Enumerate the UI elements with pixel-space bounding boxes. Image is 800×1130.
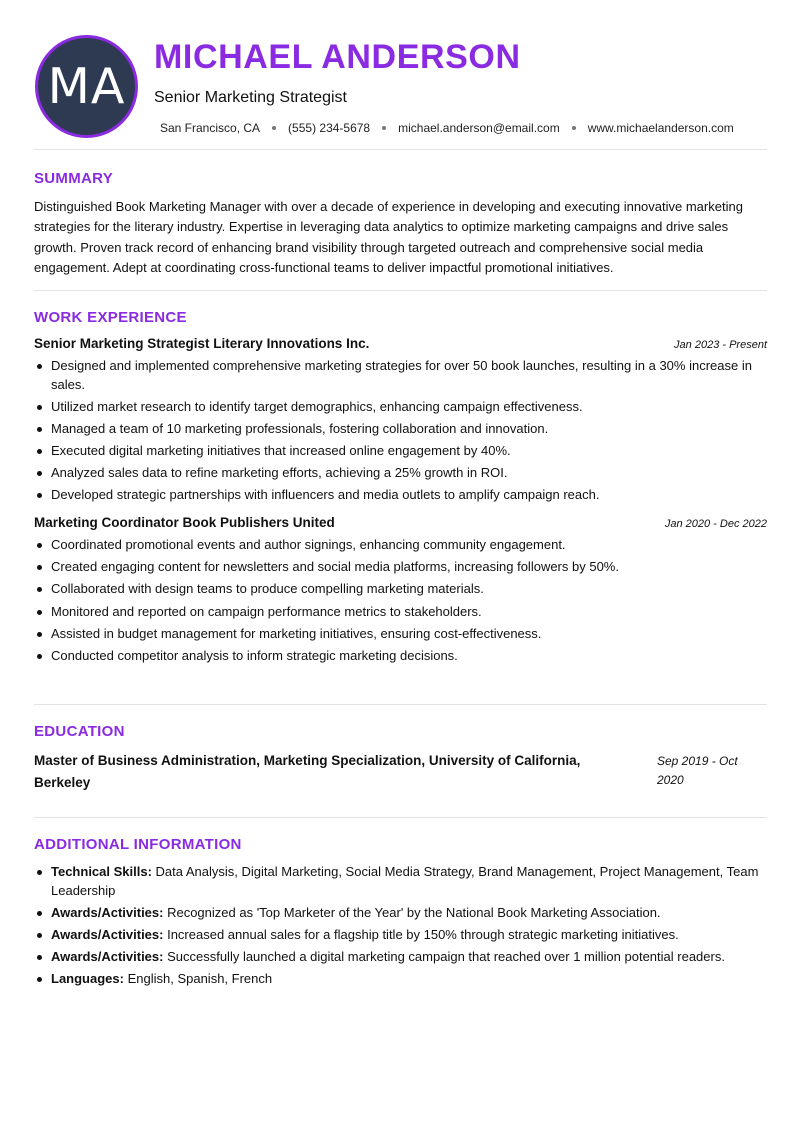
bullet-item: Managed a team of 10 marketing professionals, fostering collaboration and innovation.	[34, 420, 767, 439]
bullet-item: Developed strategic partnerships with influencers and media outlets to amplify campaign reach.	[34, 486, 767, 505]
section-title-summary: SUMMARY	[34, 170, 114, 187]
additional-item	[34, 948, 767, 967]
bullet-item: Executed digital marketing initiatives that increased online engagement by 40%.	[34, 442, 767, 461]
bullet-item: Conducted competitor analysis to inform strategic marketing decisions.	[34, 647, 767, 666]
candidate-title: Senior Marketing Strategist	[154, 89, 347, 106]
job-bullets	[34, 536, 767, 665]
separator-dot	[572, 126, 576, 130]
bullet-item: Designed and implemented comprehensive marketing strategies for over 50 book launches, resulting in a 30% increase in sales.	[34, 357, 767, 394]
bullet-item: Assisted in budget management for marketing initiatives, ensuring cost-effectiveness.	[34, 625, 767, 644]
education-section	[34, 705, 767, 818]
additional-item	[34, 926, 767, 945]
bullet-item: Coordinated promotional events and author signings, enhancing community engagement.	[34, 536, 767, 555]
additional-item	[34, 904, 767, 923]
additional-item-label: Awards/Activities:	[51, 926, 164, 942]
summary-section	[34, 150, 767, 291]
section-title-education: EDUCATION	[34, 723, 125, 740]
education-date: Sep 2019 - Oct 2020	[657, 754, 738, 787]
job-entry	[34, 336, 767, 505]
contact-email[interactable]: michael.anderson@email.com	[398, 121, 560, 135]
job-entry	[34, 515, 767, 665]
additional-item-text: Data Analysis, Digital Marketing, Social Media Strategy, Brand Management, Project Management, Team Leadership	[51, 864, 759, 898]
contact-info	[160, 121, 734, 135]
additional-item-label: Technical Skills:	[51, 864, 152, 879]
job-role: Senior Marketing Strategist Literary Innovations Inc.	[34, 336, 370, 351]
education-degree: Master of Business Administration, Marketing Specialization, University of California, Berkeley	[34, 753, 581, 790]
work-experience-section	[34, 291, 767, 705]
job-header	[34, 515, 767, 530]
avatar	[35, 35, 138, 138]
additional-item-label: Awards/Activities:	[51, 949, 164, 965]
bullet-item: Monitored and reported on campaign performance metrics to stakeholders.	[34, 603, 767, 622]
additional-list	[34, 863, 767, 989]
bullet-item: Analyzed sales data to refine marketing efforts, achieving a 25% growth in ROI.	[34, 464, 767, 483]
section-title-additional-information: ADDITIONAL INFORMATION	[34, 836, 242, 853]
candidate-name: MICHAEL ANDERSON	[154, 38, 521, 76]
additional-item-text: Recognized as 'Top Marketer of the Year' by the National Book Marketing Association.	[163, 904, 661, 920]
bullet-item: Collaborated with design teams to produce compelling marketing materials.	[34, 580, 767, 599]
avatar-initials: MA	[47, 58, 126, 115]
additional-item-text: Increased annual sales for a flagship title by 150% through strategic marketing initiatives.	[163, 926, 679, 942]
job-role: Marketing Coordinator Book Publishers United	[34, 514, 335, 530]
job-date: Jan 2023 - Present	[674, 339, 767, 351]
additional-item-text: Successfully launched a digital marketing campaign that reached over 1 million potential readers.	[163, 949, 725, 965]
additional-information-section	[34, 818, 767, 989]
resume-header	[34, 0, 767, 150]
summary-text: Distinguished Book Marketing Manager with over a decade of experience in developing and executing innovative marketing strategies for the literary industry. Expertise in leveraging data analytics to optimize marketing campaigns and drive sales growth. Proven track record of enhancing brand visibility through targeted outreach and comprehensive social media engagement. Adept at coordinating cross-functional teams to deliver impactful promotional initiatives.	[34, 199, 743, 276]
bullet-item: Created engaging content for newsletters and social media platforms, increasing followers by 50%.	[34, 558, 767, 577]
additional-item-text: English, Spanish, French	[123, 971, 273, 987]
separator-dot	[272, 126, 276, 130]
additional-item	[34, 863, 767, 900]
separator-dot	[382, 126, 386, 130]
contact-location: San Francisco, CA	[160, 121, 261, 135]
bullet-item: Utilized market research to identify target demographics, enhancing campaign effectiveness.	[34, 398, 767, 417]
education-entry	[34, 750, 767, 794]
job-header	[34, 336, 767, 351]
additional-item	[34, 970, 767, 989]
contact-website[interactable]: www.michaelanderson.com	[587, 121, 734, 135]
section-title-work-experience: WORK EXPERIENCE	[34, 309, 187, 326]
additional-item-label: Languages:	[51, 971, 124, 987]
job-bullets	[34, 357, 767, 505]
contact-phone: (555) 234-5678	[288, 121, 371, 135]
job-date: Jan 2020 - Dec 2022	[664, 517, 767, 530]
additional-item-label: Awards/Activities:	[51, 904, 164, 920]
